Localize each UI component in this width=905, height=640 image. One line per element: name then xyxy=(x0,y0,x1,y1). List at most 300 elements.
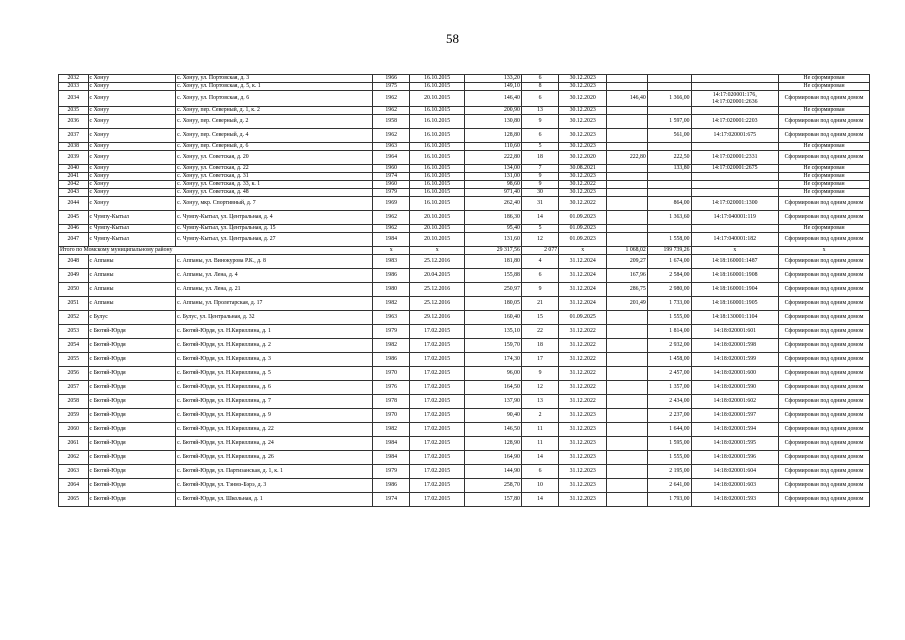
residents-cell: 31 xyxy=(521,197,558,211)
table-row xyxy=(59,211,870,225)
cadastral-number-cell: 14:18:020001:597 xyxy=(691,409,779,423)
total-cell: x xyxy=(373,247,410,255)
area-cell: 146,50 xyxy=(465,423,522,437)
table-row xyxy=(59,173,870,181)
register-body xyxy=(59,75,870,507)
table-row xyxy=(59,181,870,189)
settlement-cell: с Хонуу xyxy=(88,129,176,143)
address-cell: с. Бютяй-Юрдя, ул. Н.Кириллина, д. 2 xyxy=(176,339,373,353)
table-row xyxy=(59,115,870,129)
settlement-cell: с Хонуу xyxy=(88,91,176,107)
year-built-cell: 1963 xyxy=(373,143,410,151)
row-number-cell: 2033 xyxy=(59,83,89,91)
total-cell: Итого по Момскому муниципальному району xyxy=(59,247,373,255)
date-recognized-cell: 16.10.2015 xyxy=(410,107,465,115)
table-row xyxy=(59,83,870,91)
plot-area-cell xyxy=(607,339,647,353)
row-number-cell: 2037 xyxy=(59,129,89,143)
settlement-cell: с Аппаны xyxy=(88,255,176,269)
settlement-cell: с Бютяй-Юрдя xyxy=(88,493,176,507)
land-area-cell: 222,50 xyxy=(647,151,691,165)
relocation-date-cell: 30.08.2021 xyxy=(559,165,607,173)
table-row xyxy=(59,283,870,297)
plot-area-cell xyxy=(607,83,647,91)
total-cell: x xyxy=(410,247,465,255)
table-row xyxy=(59,91,870,107)
land-area-cell: 2 195,00 xyxy=(647,465,691,479)
residents-cell: 9 xyxy=(521,181,558,189)
date-recognized-cell: 29.12.2016 xyxy=(410,311,465,325)
land-status-cell: Сформирован под одним домом xyxy=(779,367,870,381)
settlement-cell: с Хонуу xyxy=(88,107,176,115)
cadastral-number-cell xyxy=(691,143,779,151)
date-recognized-cell: 17.02.2015 xyxy=(410,423,465,437)
land-area-cell xyxy=(647,83,691,91)
relocation-date-cell: 30.12.2020 xyxy=(559,151,607,165)
address-cell: с. Бютяй-Юрдя, ул. Н.Кириллина, д. 5 xyxy=(176,367,373,381)
area-cell: 96,00 xyxy=(465,367,522,381)
year-built-cell: 1962 xyxy=(373,211,410,225)
settlement-cell: с Чумпу-Кытыл xyxy=(88,211,176,225)
settlement-cell: с Хонуу xyxy=(88,173,176,181)
area-cell: 149,10 xyxy=(465,83,522,91)
date-recognized-cell: 17.02.2015 xyxy=(410,437,465,451)
area-cell: 137,90 xyxy=(465,395,522,409)
settlement-cell: с Бютяй-Юрдя xyxy=(88,437,176,451)
plot-area-cell xyxy=(607,409,647,423)
total-cell: 29 317,56 xyxy=(465,247,522,255)
relocation-date-cell: 30.12.2023 xyxy=(559,115,607,129)
area-cell: 971,40 xyxy=(465,189,522,197)
residents-cell: 7 xyxy=(521,165,558,173)
address-cell: с. Хонуу, ул. Советская, д. 33, к. 1 xyxy=(176,181,373,189)
address-cell: с. Хонуу, пер. Северный, д. 2 xyxy=(176,115,373,129)
relocation-date-cell: 30.12.2023 xyxy=(559,189,607,197)
relocation-date-cell: 30.12.2023 xyxy=(559,83,607,91)
land-status-cell: Сформирован под одним домом xyxy=(779,325,870,339)
relocation-date-cell: 01.09.2023 xyxy=(559,225,607,233)
relocation-date-cell: 30.12.2023 xyxy=(559,107,607,115)
address-cell: с. Хонуу, пер. Северный, д. 1, к. 2 xyxy=(176,107,373,115)
land-area-cell xyxy=(647,225,691,233)
row-number-cell: 2050 xyxy=(59,283,89,297)
cadastral-number-cell: 14:17:020001:176, 14:17:020001:2636 xyxy=(691,91,779,107)
date-recognized-cell: 17.02.2015 xyxy=(410,493,465,507)
date-recognized-cell: 20.10.2015 xyxy=(410,91,465,107)
residents-cell: 22 xyxy=(521,325,558,339)
relocation-date-cell: 31.12.2023 xyxy=(559,423,607,437)
cadastral-number-cell: 14:18:020001:602 xyxy=(691,395,779,409)
residents-cell: 9 xyxy=(521,367,558,381)
table-row xyxy=(59,437,870,451)
land-status-cell: Не сформирован xyxy=(779,165,870,173)
cadastral-number-cell: 14:17:020001:2331 xyxy=(691,151,779,165)
plot-area-cell xyxy=(607,189,647,197)
cadastral-number-cell: 14:17:020001:2675 xyxy=(691,165,779,173)
address-cell: с. Бютяй-Юрдя, ул. Н.Кириллина, д. 9 xyxy=(176,409,373,423)
table-row xyxy=(59,297,870,311)
residents-cell: 13 xyxy=(521,395,558,409)
settlement-cell: с Бютяй-Юрдя xyxy=(88,465,176,479)
row-number-cell: 2043 xyxy=(59,189,89,197)
land-area-cell: 1 458,00 xyxy=(647,353,691,367)
year-built-cell: 1978 xyxy=(373,395,410,409)
row-number-cell: 2062 xyxy=(59,451,89,465)
address-cell: с. Хонуу, ул. Советская, д. 48 xyxy=(176,189,373,197)
year-built-cell: 1962 xyxy=(373,225,410,233)
plot-area-cell xyxy=(607,367,647,381)
settlement-cell: с Аппаны xyxy=(88,269,176,283)
row-number-cell: 2035 xyxy=(59,107,89,115)
cadastral-number-cell: 14:17:020001:1300 xyxy=(691,197,779,211)
land-status-cell: Сформирован под одним домом xyxy=(779,423,870,437)
date-recognized-cell: 16.10.2015 xyxy=(410,165,465,173)
land-status-cell: Не сформирован xyxy=(779,173,870,181)
row-number-cell: 2044 xyxy=(59,197,89,211)
relocation-date-cell: 31.12.2023 xyxy=(559,465,607,479)
cadastral-number-cell: 14:18:020001:590 xyxy=(691,381,779,395)
land-area-cell: 2 641,00 xyxy=(647,479,691,493)
residents-cell: 4 xyxy=(521,255,558,269)
land-area-cell xyxy=(647,75,691,83)
address-cell: с. Бютяй-Юрдя, ул. Н.Кириллина, д. 3 xyxy=(176,353,373,367)
cadastral-number-cell: 14:18:020001:593 xyxy=(691,493,779,507)
land-status-cell: Сформирован под одним домом xyxy=(779,353,870,367)
table-row xyxy=(59,107,870,115)
relocation-date-cell: 31.12.2023 xyxy=(559,437,607,451)
row-number-cell: 2047 xyxy=(59,233,89,247)
plot-area-cell xyxy=(607,115,647,129)
relocation-date-cell: 31.12.2022 xyxy=(559,395,607,409)
settlement-cell: с Бютяй-Юрдя xyxy=(88,479,176,493)
area-cell: 130,80 xyxy=(465,115,522,129)
table-row xyxy=(59,151,870,165)
row-number-cell: 2064 xyxy=(59,479,89,493)
settlement-cell: с Аппаны xyxy=(88,283,176,297)
row-number-cell: 2034 xyxy=(59,91,89,107)
land-area-cell: 1 558,00 xyxy=(647,233,691,247)
land-area-cell: 1 366,00 xyxy=(647,91,691,107)
row-number-cell: 2051 xyxy=(59,297,89,311)
residents-cell: 18 xyxy=(521,339,558,353)
plot-area-cell xyxy=(607,173,647,181)
residents-cell: 6 xyxy=(521,269,558,283)
land-status-cell: Сформирован под одним домом xyxy=(779,233,870,247)
plot-area-cell xyxy=(607,423,647,437)
year-built-cell: 1979 xyxy=(373,465,410,479)
settlement-cell: с Хонуу xyxy=(88,197,176,211)
table-row xyxy=(59,409,870,423)
date-recognized-cell: 17.02.2015 xyxy=(410,353,465,367)
land-status-cell: Не сформирован xyxy=(779,83,870,91)
date-recognized-cell: 16.10.2015 xyxy=(410,197,465,211)
area-cell: 133,20 xyxy=(465,75,522,83)
plot-area-cell xyxy=(607,493,647,507)
land-area-cell xyxy=(647,107,691,115)
relocation-date-cell: 30.12.2023 xyxy=(559,129,607,143)
cadastral-number-cell: 14:18:130001:1104 xyxy=(691,311,779,325)
area-cell: 181,80 xyxy=(465,255,522,269)
land-status-cell: Не сформирован xyxy=(779,181,870,189)
year-built-cell: 1980 xyxy=(373,283,410,297)
relocation-date-cell: 01.09.2023 xyxy=(559,233,607,247)
date-recognized-cell: 16.10.2015 xyxy=(410,173,465,181)
row-number-cell: 2046 xyxy=(59,225,89,233)
cadastral-number-cell xyxy=(691,75,779,83)
relocation-date-cell: 31.12.2023 xyxy=(559,409,607,423)
table-row xyxy=(59,423,870,437)
land-area-cell: 1 357,00 xyxy=(647,381,691,395)
area-cell: 128,80 xyxy=(465,129,522,143)
land-status-cell: Сформирован под одним домом xyxy=(779,451,870,465)
table-row xyxy=(59,339,870,353)
residents-cell: 15 xyxy=(521,311,558,325)
land-status-cell: Сформирован под одним домом xyxy=(779,311,870,325)
date-recognized-cell: 17.02.2015 xyxy=(410,339,465,353)
cadastral-number-cell: 14:18:160001:1904 xyxy=(691,283,779,297)
relocation-date-cell: 31.12.2024 xyxy=(559,297,607,311)
land-area-cell: 864,00 xyxy=(647,197,691,211)
land-status-cell: Сформирован под одним домом xyxy=(779,269,870,283)
residents-cell: 12 xyxy=(521,233,558,247)
date-recognized-cell: 17.02.2015 xyxy=(410,367,465,381)
row-number-cell: 2045 xyxy=(59,211,89,225)
settlement-cell: с Бютяй-Юрдя xyxy=(88,423,176,437)
table-row xyxy=(59,325,870,339)
land-area-cell: 2 434,00 xyxy=(647,395,691,409)
relocation-date-cell: 31.12.2022 xyxy=(559,367,607,381)
residents-cell: 2 xyxy=(521,409,558,423)
row-number-cell: 2058 xyxy=(59,395,89,409)
plot-area-cell: 222,80 xyxy=(607,151,647,165)
land-status-cell: Сформирован под одним домом xyxy=(779,115,870,129)
row-number-cell: 2038 xyxy=(59,143,89,151)
land-status-cell: Сформирован под одним домом xyxy=(779,493,870,507)
relocation-date-cell: 31.12.2022 xyxy=(559,381,607,395)
row-number-cell: 2041 xyxy=(59,173,89,181)
address-cell: с. Хонуу, ул. Советская, д. 31 xyxy=(176,173,373,181)
address-cell: с. Хонуу, ул. Советская, д. 22 xyxy=(176,165,373,173)
area-cell: 174,30 xyxy=(465,353,522,367)
year-built-cell: 1982 xyxy=(373,423,410,437)
row-number-cell: 2048 xyxy=(59,255,89,269)
land-status-cell: Не сформирован xyxy=(779,143,870,151)
year-built-cell: 1974 xyxy=(373,493,410,507)
year-built-cell: 1984 xyxy=(373,437,410,451)
area-cell: 258,70 xyxy=(465,479,522,493)
land-status-cell: Сформирован под одним домом xyxy=(779,339,870,353)
plot-area-cell: 201,49 xyxy=(607,297,647,311)
area-cell: 128,90 xyxy=(465,437,522,451)
residents-cell: 14 xyxy=(521,493,558,507)
date-recognized-cell: 16.10.2015 xyxy=(410,129,465,143)
land-status-cell: Сформирован под одним домом xyxy=(779,465,870,479)
table-row xyxy=(59,225,870,233)
year-built-cell: 1962 xyxy=(373,129,410,143)
area-cell: 157,80 xyxy=(465,493,522,507)
address-cell: с. Хонуу, пер. Северный, д. 4 xyxy=(176,129,373,143)
settlement-cell: с Хонуу xyxy=(88,115,176,129)
row-number-cell: 2063 xyxy=(59,465,89,479)
date-recognized-cell: 16.10.2015 xyxy=(410,83,465,91)
relocation-date-cell: 31.12.2022 xyxy=(559,325,607,339)
row-number-cell: 2057 xyxy=(59,381,89,395)
area-cell: 159,70 xyxy=(465,339,522,353)
page-number: 58 xyxy=(446,31,459,46)
row-number-cell: 2061 xyxy=(59,437,89,451)
total-row xyxy=(59,247,870,255)
plot-area-cell xyxy=(607,479,647,493)
cadastral-number-cell: 14:18:020001:594 xyxy=(691,423,779,437)
date-recognized-cell: 16.10.2015 xyxy=(410,189,465,197)
land-status-cell: Сформирован под одним домом xyxy=(779,283,870,297)
table-row xyxy=(59,353,870,367)
row-number-cell: 2054 xyxy=(59,339,89,353)
relocation-date-cell: 30.12.2023 xyxy=(559,75,607,83)
land-area-cell: 1 814,00 xyxy=(647,325,691,339)
area-cell: 110,60 xyxy=(465,143,522,151)
relocation-date-cell: 31.12.2023 xyxy=(559,493,607,507)
year-built-cell: 1979 xyxy=(373,325,410,339)
date-recognized-cell: 20.10.2015 xyxy=(410,225,465,233)
address-cell: с. Хонуу, ул. Портовская, д. 5, к. 1 xyxy=(176,83,373,91)
area-cell: 164,90 xyxy=(465,451,522,465)
land-status-cell: Не сформирован xyxy=(779,225,870,233)
settlement-cell: с Аппаны xyxy=(88,297,176,311)
residents-cell: 9 xyxy=(521,115,558,129)
land-status-cell: Сформирован под одним домом xyxy=(779,409,870,423)
settlement-cell: с Булус xyxy=(88,311,176,325)
year-built-cell: 1958 xyxy=(373,115,410,129)
year-built-cell: 1960 xyxy=(373,165,410,173)
plot-area-cell xyxy=(607,395,647,409)
table-row xyxy=(59,465,870,479)
cadastral-number-cell: 14:18:160001:1905 xyxy=(691,297,779,311)
date-recognized-cell: 25.12.2016 xyxy=(410,255,465,269)
date-recognized-cell: 16.10.2015 xyxy=(410,115,465,129)
date-recognized-cell: 16.10.2015 xyxy=(410,143,465,151)
area-cell: 222,80 xyxy=(465,151,522,165)
land-status-cell: Сформирован под одним домом xyxy=(779,297,870,311)
row-number-cell: 2055 xyxy=(59,353,89,367)
land-status-cell: Сформирован под одним домом xyxy=(779,381,870,395)
total-cell: x xyxy=(779,247,870,255)
settlement-cell: с Бютяй-Юрдя xyxy=(88,367,176,381)
table-row xyxy=(59,75,870,83)
plot-area-cell xyxy=(607,465,647,479)
address-cell: с. Чумпу-Кытыл, ул. Центральная, д. 15 xyxy=(176,225,373,233)
table-row xyxy=(59,311,870,325)
plot-area-cell xyxy=(607,181,647,189)
year-built-cell: 1963 xyxy=(373,311,410,325)
year-built-cell: 1962 xyxy=(373,91,410,107)
year-built-cell: 1970 xyxy=(373,367,410,381)
plot-area-cell xyxy=(607,451,647,465)
plot-area-cell xyxy=(607,165,647,173)
settlement-cell: с Бютяй-Юрдя xyxy=(88,395,176,409)
table-row xyxy=(59,479,870,493)
plot-area-cell xyxy=(607,325,647,339)
year-built-cell: 1986 xyxy=(373,269,410,283)
address-cell: с. Чумпу-Кытыл, ул. Центральная, д. 4 xyxy=(176,211,373,225)
residents-cell: 10 xyxy=(521,479,558,493)
relocation-date-cell: 30.12.2022 xyxy=(559,181,607,189)
relocation-date-cell: 31.12.2024 xyxy=(559,255,607,269)
relocation-date-cell: 31.12.2022 xyxy=(559,339,607,353)
date-recognized-cell: 17.02.2015 xyxy=(410,409,465,423)
relocation-date-cell: 30.12.2023 xyxy=(559,143,607,151)
plot-area-cell xyxy=(607,197,647,211)
year-built-cell: 1982 xyxy=(373,297,410,311)
land-status-cell: Сформирован под одним домом xyxy=(779,437,870,451)
cadastral-number-cell: 14:18:020001:604 xyxy=(691,465,779,479)
land-status-cell: Сформирован под одним домом xyxy=(779,479,870,493)
year-built-cell: 1969 xyxy=(373,197,410,211)
settlement-cell: с Бютяй-Юрдя xyxy=(88,381,176,395)
area-cell: 186,30 xyxy=(465,211,522,225)
land-area-cell: 1 793,00 xyxy=(647,493,691,507)
plot-area-cell xyxy=(607,437,647,451)
land-status-cell: Не сформирован xyxy=(779,107,870,115)
area-cell: 250,97 xyxy=(465,283,522,297)
row-number-cell: 2056 xyxy=(59,367,89,381)
residents-cell: 6 xyxy=(521,465,558,479)
land-area-cell: 2 932,00 xyxy=(647,339,691,353)
settlement-cell: с Бютяй-Юрдя xyxy=(88,353,176,367)
residents-cell: 8 xyxy=(521,83,558,91)
land-area-cell: 2 980,00 xyxy=(647,283,691,297)
area-cell: 144,90 xyxy=(465,465,522,479)
row-number-cell: 2042 xyxy=(59,181,89,189)
date-recognized-cell: 16.10.2015 xyxy=(410,181,465,189)
row-number-cell: 2065 xyxy=(59,493,89,507)
table-row xyxy=(59,143,870,151)
cadastral-number-cell: 14:18:020001:595 xyxy=(691,437,779,451)
residents-cell: 6 xyxy=(521,129,558,143)
address-cell: с. Хонуу, пер. Северный, д. 6 xyxy=(176,143,373,151)
address-cell: с. Бютяй-Юрдя, ул. Школьная, д. 1 xyxy=(176,493,373,507)
row-number-cell: 2040 xyxy=(59,165,89,173)
residents-cell: 5 xyxy=(521,143,558,151)
address-cell: с. Бютяй-Юрдя, ул. Партизанская, д. 1, к. 1 xyxy=(176,465,373,479)
plot-area-cell xyxy=(607,225,647,233)
plot-area-cell xyxy=(607,233,647,247)
address-cell: с. Аппаны, ул. Винокурова Р.К., д. 8 xyxy=(176,255,373,269)
relocation-date-cell: 31.12.2023 xyxy=(559,479,607,493)
land-area-cell: 1 555,00 xyxy=(647,451,691,465)
address-cell: с. Булус, ул. Центральная, д. 32 xyxy=(176,311,373,325)
residents-cell: 6 xyxy=(521,75,558,83)
area-cell: 262,40 xyxy=(465,197,522,211)
settlement-cell: с Хонуу xyxy=(88,143,176,151)
table-row xyxy=(59,189,870,197)
plot-area-cell xyxy=(607,75,647,83)
residents-cell: 13 xyxy=(521,107,558,115)
year-built-cell: 1976 xyxy=(373,381,410,395)
year-built-cell: 1975 xyxy=(373,83,410,91)
area-cell: 131,00 xyxy=(465,173,522,181)
relocation-date-cell: 31.12.2023 xyxy=(559,451,607,465)
table-row xyxy=(59,395,870,409)
land-area-cell: 1 674,00 xyxy=(647,255,691,269)
land-status-cell: Не сформирован xyxy=(779,75,870,83)
date-recognized-cell: 17.02.2015 xyxy=(410,325,465,339)
cadastral-number-cell: 14:18:020001:603 xyxy=(691,479,779,493)
row-number-cell: 2059 xyxy=(59,409,89,423)
settlement-cell: с Хонуу xyxy=(88,181,176,189)
cadastral-number-cell xyxy=(691,189,779,197)
cadastral-number-cell xyxy=(691,107,779,115)
